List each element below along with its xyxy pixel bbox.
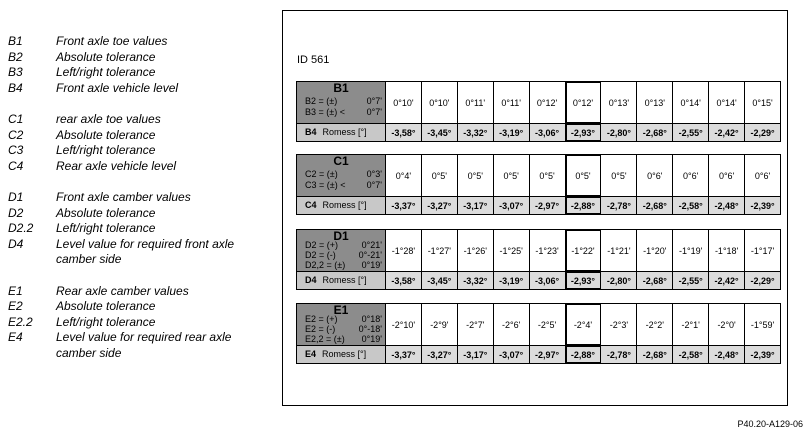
value-cell: -1°20'	[637, 230, 673, 271]
legend-code: B1	[8, 34, 23, 48]
level-cell: -2,48°	[709, 197, 745, 214]
level-cell: -2,80°	[601, 272, 637, 289]
table-values-row	[297, 155, 780, 196]
level-cell: -2,97°	[530, 346, 566, 363]
value-cell: 0°5'	[601, 155, 637, 196]
legend-code: D4	[8, 236, 24, 251]
level-row-unit: Romess [°]	[322, 275, 367, 285]
level-row-label	[297, 346, 386, 363]
legend-item	[8, 65, 278, 81]
legend-description: Front axle toe values	[56, 34, 168, 48]
legend-code: D1	[8, 190, 24, 204]
value-cell: -2°9'	[422, 304, 458, 345]
value-cell: 0°14'	[709, 82, 745, 123]
tolerance-line	[305, 169, 382, 180]
legend-item	[8, 128, 278, 144]
value-cell: -1°26'	[458, 230, 494, 271]
level-cell: -3,37°	[386, 197, 422, 214]
value-cell: -1°22'	[566, 230, 602, 271]
legend-item	[8, 143, 278, 159]
table-title: C1	[333, 154, 349, 168]
value-cell: 0°5'	[422, 155, 458, 196]
legend-code: B2	[8, 49, 23, 64]
legend-code: D2	[8, 205, 24, 220]
level-row-code: C4	[305, 200, 317, 210]
level-cell: -2,39°	[745, 197, 780, 214]
value-cell: 0°10'	[386, 82, 422, 123]
level-row-code: B4	[305, 127, 317, 137]
level-cell: -2,68°	[637, 272, 673, 289]
table-values-row	[297, 230, 780, 271]
legend-code: B3	[8, 65, 23, 79]
table-level-row	[297, 196, 780, 214]
legend-item	[8, 34, 278, 50]
level-cell: -3,27°	[422, 197, 458, 214]
level-cell: -2,93°	[566, 124, 602, 141]
value-cell: -2°0'	[709, 304, 745, 345]
level-cell: -2,48°	[709, 346, 745, 363]
tolerance-label: D2,2 = (±)	[305, 260, 346, 270]
table-values-row	[297, 82, 780, 123]
level-cell: -2,39°	[745, 346, 780, 363]
tolerance-value: 0°18'	[361, 314, 382, 324]
legend-item	[8, 112, 278, 128]
value-cell: -1°19'	[673, 230, 709, 271]
value-cell: 0°5'	[458, 155, 494, 196]
value-cell: -1°59'	[745, 304, 780, 345]
legend-code: D2.2	[8, 221, 34, 235]
level-row-unit: Romess [°]	[322, 127, 367, 137]
level-cell: -2,68°	[637, 124, 673, 141]
tolerance-line	[305, 334, 382, 344]
level-cell: -3,06°	[530, 272, 566, 289]
tolerance-value: 0°19'	[361, 260, 382, 270]
legend-description: Left/right tolerance	[56, 314, 156, 329]
legend-code: E2.2	[8, 314, 33, 329]
level-cell: -2,42°	[709, 124, 745, 141]
value-cell: 0°11'	[494, 82, 530, 123]
legend-item	[8, 81, 278, 97]
table-level-row	[297, 123, 780, 141]
table-header	[297, 230, 386, 271]
level-cell: -2,88°	[566, 197, 602, 214]
value-cell: 0°14'	[673, 82, 709, 123]
value-cell: -2°5'	[530, 304, 566, 345]
value-cell: 0°10'	[422, 82, 458, 123]
table-title: E1	[333, 303, 349, 317]
legend-description: Rear axle vehicle level	[56, 158, 177, 173]
tolerance-lines	[305, 169, 382, 191]
tolerance-label: C3 = (±) <	[305, 180, 346, 190]
level-cell: -3,19°	[494, 124, 530, 141]
legend-item	[8, 315, 278, 331]
legend-description: Front axle camber values	[56, 190, 191, 204]
tolerance-label: B3 = (±) <	[305, 107, 345, 117]
level-cell: -2,97°	[530, 197, 566, 214]
value-cell: -2°4'	[566, 304, 602, 345]
tolerance-line	[305, 240, 382, 250]
tolerance-label: D2 = (-)	[305, 250, 336, 260]
value-cell: 0°5'	[530, 155, 566, 196]
level-cell: -3,37°	[386, 346, 422, 363]
legend-code: C2	[8, 127, 24, 142]
table-d1	[296, 229, 781, 290]
table-c1	[296, 154, 781, 215]
level-cell: -2,29°	[745, 272, 780, 289]
tolerance-value: 0°-21'	[358, 250, 382, 260]
legend-spacer	[8, 96, 278, 112]
figure-id: ID 561	[297, 54, 330, 66]
table-b1	[296, 81, 781, 142]
value-cell: 0°6'	[745, 155, 780, 196]
legend-code: E2	[8, 299, 23, 313]
tolerance-value: 0°-18'	[358, 324, 382, 334]
tolerance-label: C2 = (±)	[305, 169, 338, 179]
value-cell: -1°25'	[494, 230, 530, 271]
value-cell: 0°6'	[637, 155, 673, 196]
legend-description: Left/right tolerance	[56, 221, 156, 235]
level-cell: -3,58°	[386, 124, 422, 141]
legend-description: Front axle vehicle level	[56, 80, 179, 95]
value-cell: 0°11'	[458, 82, 494, 123]
table-e1	[296, 303, 781, 364]
value-cell: -1°18'	[709, 230, 745, 271]
legend-description: Absolute tolerance	[56, 49, 156, 64]
tolerance-value: 0°21'	[361, 240, 382, 250]
legend-item	[8, 330, 278, 361]
tolerance-label: E2 = (+)	[305, 314, 338, 324]
value-cell: 0°5'	[494, 155, 530, 196]
legend-description: rear axle toe values	[56, 112, 161, 126]
value-cell: 0°13'	[637, 82, 673, 123]
legend-description: Left/right tolerance	[56, 65, 156, 79]
level-cell: -3,58°	[386, 272, 422, 289]
tolerance-value: 0°3'	[366, 169, 382, 179]
figure-reference: P40.20-A129-06	[737, 419, 803, 429]
level-cell: -2,68°	[637, 197, 673, 214]
legend-item	[8, 206, 278, 222]
value-cell: 0°6'	[709, 155, 745, 196]
table-values-row	[297, 304, 780, 345]
legend-description: Rear axle camber values	[56, 283, 189, 298]
tolerance-label: B2 = (±)	[305, 96, 338, 106]
tolerance-line	[305, 107, 382, 118]
level-cell: -3,45°	[422, 124, 458, 141]
tolerance-line	[305, 180, 382, 191]
legend-item	[8, 221, 278, 237]
tolerance-lines	[305, 96, 382, 118]
tolerance-line	[305, 250, 382, 260]
tolerance-label: E2 = (-)	[305, 324, 336, 334]
legend-item	[8, 159, 278, 175]
level-row-code: D4	[305, 275, 317, 285]
legend-code: C3	[8, 143, 24, 157]
tolerance-line	[305, 96, 382, 107]
level-cell: -3,06°	[530, 124, 566, 141]
level-row-code: E4	[305, 349, 317, 359]
level-cell: -3,27°	[422, 346, 458, 363]
tolerance-line	[305, 314, 382, 324]
level-cell: -2,55°	[673, 272, 709, 289]
legend-code: C1	[8, 112, 24, 126]
table-header	[297, 82, 386, 123]
level-cell: -3,07°	[494, 197, 530, 214]
table-level-row	[297, 271, 780, 289]
level-cell: -2,58°	[673, 197, 709, 214]
level-cell: -3,32°	[458, 124, 494, 141]
legend-spacer	[8, 174, 278, 190]
legend-list	[8, 34, 278, 361]
level-cell: -2,58°	[673, 346, 709, 363]
legend-item	[8, 299, 278, 315]
tolerance-value: 0°7'	[366, 180, 382, 190]
tolerance-value: 0°7'	[366, 107, 382, 117]
value-cell: -2°2'	[637, 304, 673, 345]
value-cell: -1°17'	[745, 230, 780, 271]
value-cell: 0°4'	[386, 155, 422, 196]
legend-code: E1	[8, 283, 23, 298]
value-cell: -1°27'	[422, 230, 458, 271]
table-title: D1	[333, 229, 349, 243]
level-cell: -3,17°	[458, 346, 494, 363]
level-cell: -3,17°	[458, 197, 494, 214]
value-cell: 0°12'	[566, 82, 602, 123]
level-cell: -3,07°	[494, 346, 530, 363]
value-cell: -2°6'	[494, 304, 530, 345]
legend-item	[8, 284, 278, 300]
legend-code: B4	[8, 80, 23, 95]
level-cell: -2,42°	[709, 272, 745, 289]
value-cell: 0°12'	[530, 82, 566, 123]
level-row-label	[297, 272, 386, 289]
legend-code: E4	[8, 330, 23, 344]
table-header	[297, 304, 386, 345]
level-row-unit: Romess [°]	[322, 349, 367, 359]
legend-description: Left/right tolerance	[56, 143, 156, 157]
value-cell: 0°5'	[566, 155, 602, 196]
legend-spacer	[8, 268, 278, 284]
tolerance-lines	[305, 314, 382, 344]
value-cell: -2°3'	[601, 304, 637, 345]
level-cell: -2,29°	[745, 124, 780, 141]
legend-item	[8, 50, 278, 66]
legend-description: Level value for required front axle camber side	[56, 236, 235, 266]
tolerance-lines	[305, 240, 382, 270]
value-cell: 0°13'	[601, 82, 637, 123]
tolerance-line	[305, 324, 382, 334]
legend-item	[8, 190, 278, 206]
legend-description: Level value for required rear axle camber side	[56, 330, 232, 360]
legend-description: Absolute tolerance	[56, 205, 156, 220]
level-cell: -2,55°	[673, 124, 709, 141]
value-cell: 0°15'	[745, 82, 780, 123]
value-cell: -1°28'	[386, 230, 422, 271]
value-cell: -1°23'	[530, 230, 566, 271]
value-cell: -2°7'	[458, 304, 494, 345]
level-row-unit: Romess [°]	[322, 200, 367, 210]
level-cell: -2,93°	[566, 272, 602, 289]
table-level-row	[297, 345, 780, 363]
level-cell: -2,78°	[601, 197, 637, 214]
level-cell: -3,45°	[422, 272, 458, 289]
value-cell: 0°6'	[673, 155, 709, 196]
level-row-label	[297, 197, 386, 214]
tolerance-label: D2 = (+)	[305, 240, 339, 250]
level-cell: -3,19°	[494, 272, 530, 289]
value-cell: -1°21'	[601, 230, 637, 271]
legend-description: Absolute tolerance	[56, 299, 156, 313]
legend-item	[8, 237, 278, 268]
value-cell: -2°10'	[386, 304, 422, 345]
level-cell: -2,88°	[566, 346, 602, 363]
tolerance-line	[305, 260, 382, 270]
table-title: B1	[333, 81, 349, 95]
legend-code: C4	[8, 158, 24, 173]
level-cell: -2,80°	[601, 124, 637, 141]
level-cell: -2,78°	[601, 346, 637, 363]
value-cell: -2°1'	[673, 304, 709, 345]
level-cell: -2,68°	[637, 346, 673, 363]
tolerance-label: E2,2 = (±)	[305, 334, 345, 344]
tolerance-value: 0°7'	[366, 96, 382, 106]
level-row-label	[297, 124, 386, 141]
legend-description: Absolute tolerance	[56, 127, 156, 142]
level-cell: -3,32°	[458, 272, 494, 289]
tolerance-value: 0°19'	[361, 334, 382, 344]
table-header	[297, 155, 386, 196]
